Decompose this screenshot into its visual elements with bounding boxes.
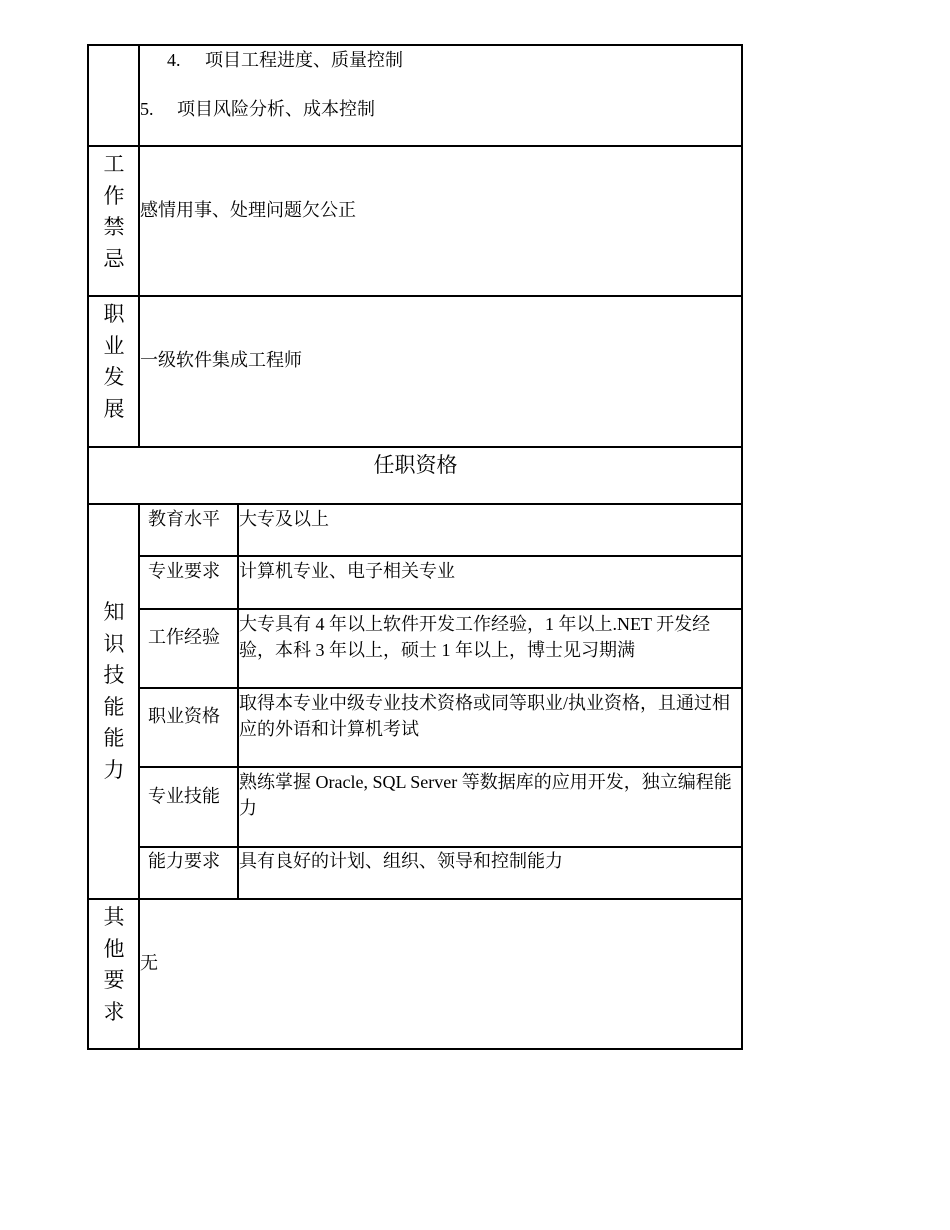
qual-line-2	[138, 608, 743, 610]
career-label	[89, 299, 139, 425]
taboos-label-char: 忌	[103, 246, 125, 271]
taboos-content: 感情用事、处理问题欠公正	[140, 200, 356, 220]
career-label-char: 展	[103, 396, 125, 421]
taboos-label-char: 作	[103, 183, 125, 208]
row-line-bottom	[87, 1048, 743, 1050]
item-4-text: 项目工程进度、质量控制	[205, 50, 403, 70]
knowledge-label-char: 知	[103, 600, 125, 624]
knowledge-skills-label	[89, 597, 139, 786]
qual-row-label: 工作经验	[148, 627, 220, 647]
row-line-4	[87, 503, 743, 505]
taboos-label-char: 禁	[103, 215, 125, 239]
other-content: 无	[140, 953, 158, 973]
career-content: 一级软件集成工程师	[140, 350, 302, 370]
item-5-number: 5.	[140, 99, 154, 119]
qual-row-label: 专业技能	[148, 786, 220, 806]
qual-row-label: 能力要求	[148, 851, 220, 871]
qual-row-value: 计算机专业、电子相关专业	[239, 561, 455, 581]
qual-row-value: 具有良好的计划、组织、领导和控制能力	[239, 851, 563, 871]
other-label-char: 他	[103, 936, 125, 961]
qualifications-title: 任职资格	[373, 453, 458, 477]
qual-line-1	[138, 555, 743, 557]
item-5-text: 项目风险分析、成本控制	[177, 99, 375, 119]
career-label-char: 业	[103, 333, 125, 358]
qual-row-label: 职业资格	[148, 706, 220, 726]
qual-row-value: 熟练掌握 Oracle, SQL Server 等数据库的应用开发，独立编程能力	[239, 772, 732, 818]
qual-row-value: 大专具有 4 年以上软件开发工作经验，1 年以上.NET 开发经验，本科 3 年以上，硕士 1 年以上，博士见习期满	[239, 614, 711, 660]
knowledge-label-char: 识	[103, 631, 125, 656]
taboos-label-char: 工	[103, 152, 125, 176]
qual-row-value: 大专及以上	[239, 509, 329, 529]
knowledge-label-char: 能	[103, 694, 125, 719]
career-label-char: 职	[103, 302, 125, 326]
other-label	[89, 902, 139, 1028]
row-line-top	[87, 44, 743, 46]
row-line-1	[87, 145, 743, 147]
row-line-5	[87, 898, 743, 900]
qual-row-value: 取得本专业中级专业技术资格或同等职业/执业资格，且通过相应的外语和计算机考试	[239, 693, 730, 739]
taboos-label	[89, 149, 139, 275]
row-line-3	[87, 446, 743, 448]
knowledge-label-char: 力	[103, 757, 125, 782]
row-line-2	[87, 295, 743, 297]
qual-row-label: 专业要求	[148, 561, 220, 581]
qual-line-3	[138, 687, 743, 689]
other-label-char: 要	[103, 968, 125, 992]
item-4-number: 4.	[167, 50, 181, 70]
qual-line-4	[138, 766, 743, 768]
qual-row-label: 教育水平	[148, 509, 220, 529]
knowledge-label-char: 技	[103, 663, 125, 687]
career-label-char: 发	[103, 365, 125, 389]
other-label-char: 求	[103, 999, 125, 1024]
knowledge-label-char: 能	[103, 726, 125, 750]
other-label-char: 其	[103, 905, 125, 929]
